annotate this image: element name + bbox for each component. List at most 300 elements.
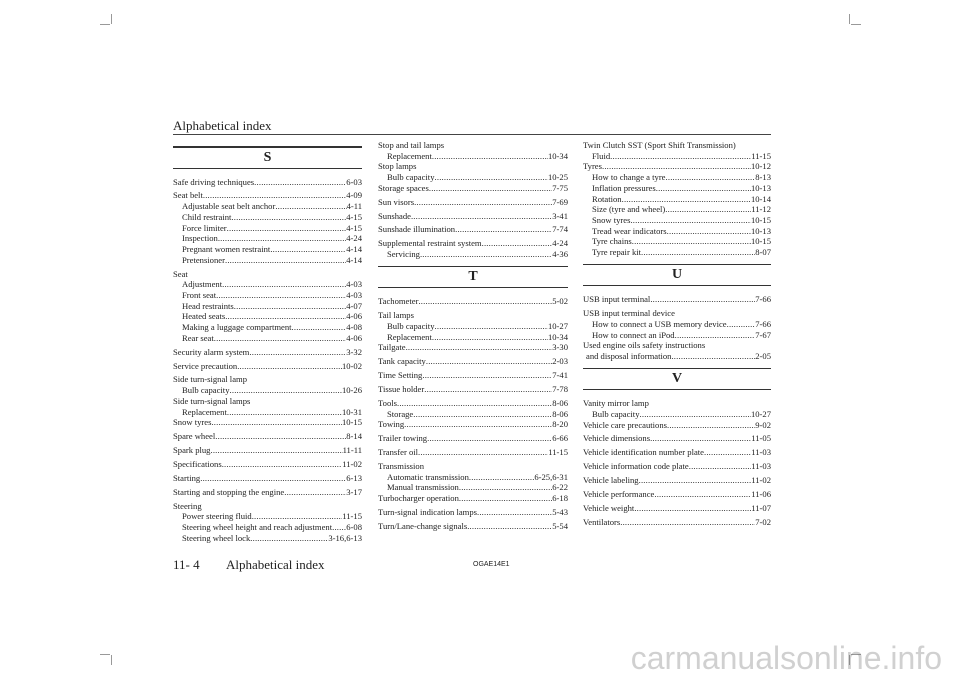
entry-page: 11-12: [751, 204, 771, 215]
dot-leader: [467, 521, 552, 532]
index-entry: [583, 447, 771, 458]
entry-page: 11-07: [751, 502, 771, 513]
entry-page: 6-22: [552, 482, 568, 493]
dot-leader: [469, 472, 534, 483]
index-subentry: [583, 247, 771, 258]
entry-text: Vehicle weight: [583, 502, 635, 513]
entry-text: How to connect a USB memory device: [592, 318, 727, 329]
index-subentry: [378, 172, 568, 183]
entry-page: 7-78: [552, 383, 568, 394]
entry-text: Bulb capacity: [592, 408, 640, 419]
index-subentry: [378, 332, 568, 343]
dot-leader: [225, 311, 346, 322]
index-entry: [173, 417, 362, 428]
dot-leader: [482, 238, 553, 249]
entry-page: 11-15: [342, 511, 362, 522]
entry-page: 11-02: [342, 458, 362, 469]
entry-page: 8-13: [755, 172, 771, 183]
index-subentry: [173, 301, 362, 312]
entry-page: 4-24: [346, 233, 362, 244]
entry-text: Turn-signal indication lamps: [378, 506, 477, 517]
index-subentry: [173, 279, 362, 290]
entry-text: Tank capacity: [378, 356, 426, 367]
index-subentry: [173, 201, 362, 212]
dot-leader: [200, 473, 346, 484]
entry-text: Tissue holder: [378, 383, 425, 394]
entry-page: 4-07: [346, 300, 362, 311]
entry-page: 3-32: [346, 346, 362, 357]
entry-page: 6-25,6-31: [534, 471, 568, 482]
entry-text: Service precaution: [173, 360, 238, 371]
index-entry: [173, 177, 362, 188]
entry-page: 3-41: [552, 210, 568, 221]
index-entry: Tail lamps: [378, 310, 414, 321]
index-entry: [378, 183, 568, 194]
index-subentry: [173, 407, 362, 418]
dot-leader: [639, 475, 752, 486]
dot-leader: [650, 294, 755, 305]
dot-leader: [210, 445, 342, 456]
entry-text: How to connect an iPod: [592, 329, 675, 340]
crop-mark: [111, 655, 112, 665]
entry-text: Tyre repair kit: [592, 247, 642, 258]
entry-page: 4-24: [552, 238, 568, 249]
entry-page: 11-03: [751, 447, 771, 458]
index-subentry: [173, 522, 362, 533]
footer-title: Alphabetical index: [226, 557, 325, 572]
index-entry: [378, 384, 568, 395]
dot-leader: [275, 201, 346, 212]
entry-page: 9-02: [755, 419, 771, 430]
dot-leader: [656, 183, 751, 194]
entry-text: Steering wheel lock: [182, 532, 251, 543]
entry-text: Rear seat: [182, 332, 214, 343]
index-entry: [378, 398, 568, 409]
entry-page: 4-11: [346, 201, 362, 212]
entry-text: Ventilators: [583, 516, 621, 527]
dot-leader: [665, 204, 751, 215]
entry-text: and disposal information: [586, 350, 672, 361]
entry-page: 10-15: [750, 214, 771, 225]
index-entry: [378, 433, 568, 444]
dot-leader: [414, 197, 552, 208]
entry-page: 7-75: [552, 182, 568, 193]
index-entry: [378, 521, 568, 532]
entry-page: 8-06: [552, 397, 568, 408]
entry-page: 4-15: [346, 222, 362, 233]
index-subentry: [583, 226, 771, 237]
index-subentry: [173, 385, 362, 396]
index-subentry: [583, 319, 771, 330]
index-entry: [583, 420, 771, 431]
entry-text: Vehicle information code plate: [583, 461, 689, 472]
entry-text: Pretensioner: [182, 254, 225, 265]
section-letter-heading: [583, 368, 771, 391]
entry-page: 4-06: [346, 311, 362, 322]
index-entry: [583, 489, 771, 500]
entry-text: Automatic transmission: [387, 471, 469, 482]
index-subentry: [173, 333, 362, 344]
entry-page: 10-12: [750, 161, 771, 172]
dot-leader: [634, 503, 751, 514]
entry-text: How to change a tyre: [592, 172, 666, 183]
index-entry: [378, 370, 568, 381]
entry-page: 4-14: [346, 254, 362, 265]
entry-text: Transfer oil: [378, 447, 419, 458]
index-entry: [378, 356, 568, 367]
entry-text: Bulb capacity: [387, 172, 435, 183]
entry-text: Storage: [387, 408, 414, 419]
index-entry: [378, 493, 568, 504]
dot-leader: [459, 482, 552, 493]
dot-leader: [727, 319, 756, 330]
entry-text: Sun visors: [378, 196, 415, 207]
index-entry: Stop lamps: [378, 161, 417, 172]
index-entry: Steering: [173, 500, 202, 511]
entry-text: Vehicle performance: [583, 489, 655, 499]
crop-mark: [849, 14, 850, 24]
entry-page: 7-66: [755, 318, 771, 329]
entry-page: 10-14: [750, 193, 771, 204]
index-entry: [583, 433, 771, 444]
index-entry: [378, 238, 568, 249]
entry-page: 7-66: [755, 294, 771, 305]
entry-text: Head restraints: [182, 300, 234, 311]
entry-text: Vehicle labeling: [583, 475, 639, 486]
section-letter-heading: [173, 146, 362, 169]
index-entry: [173, 459, 362, 470]
entry-page: 11-11: [342, 444, 362, 455]
index-subentry: [378, 409, 568, 420]
entry-text: Pregnant women restraint: [182, 243, 271, 254]
dot-leader: [292, 322, 347, 333]
entry-page: 3-17: [346, 486, 362, 497]
entry-text: Bulb capacity: [387, 320, 435, 331]
section-letter: U: [671, 267, 683, 283]
index-entry: Side turn-signal lamp: [173, 374, 247, 385]
index-subentry: [173, 233, 362, 244]
entry-text: Replacement: [387, 331, 432, 342]
index-entry: [583, 503, 771, 514]
entry-text: Adjustable seat belt anchor: [182, 201, 276, 212]
entry-text: Sunshade illumination: [378, 224, 456, 235]
entry-text: Manual transmission: [387, 482, 459, 493]
entry-text: Inflation pressures: [592, 182, 656, 193]
dot-leader: [435, 321, 548, 332]
entry-page: 6-18: [552, 493, 568, 504]
entry-page: 10-31: [341, 406, 362, 417]
crop-mark: [111, 14, 112, 24]
entry-page: 3-16,6-13: [328, 532, 362, 543]
index-entry: Stop and tail lamps: [378, 140, 445, 150]
entry-text: Rotation: [592, 193, 622, 204]
entry-page: 5-43: [552, 506, 568, 517]
entry-page: 10-13: [750, 182, 771, 193]
index-entry: [583, 475, 771, 486]
entry-page: 10-27: [547, 320, 568, 331]
entry-text: Servicing: [387, 249, 420, 260]
entry-page: 11-06: [751, 489, 771, 499]
entry-page: 8-20: [552, 419, 568, 430]
index-entry: Used engine oils safety instructions: [583, 340, 706, 351]
index-entry: Seat: [173, 268, 188, 279]
index-subentry: [378, 249, 568, 260]
dot-leader: [215, 431, 346, 442]
entry-text: Tachometer: [378, 296, 419, 307]
dot-leader: [435, 172, 548, 183]
index-entry: Side turn-signal lamps: [173, 395, 251, 406]
dot-leader: [214, 333, 347, 344]
dot-leader: [227, 407, 342, 418]
dot-leader: [622, 194, 751, 205]
index-entry: [378, 197, 568, 208]
entry-page: 6-66: [552, 433, 568, 444]
dot-leader: [640, 409, 751, 420]
dot-leader: [641, 247, 755, 258]
entry-text: Tools: [378, 397, 397, 408]
page-header-title: Alphabetical index: [173, 118, 272, 133]
entry-page: 10-02: [341, 360, 362, 371]
entry-page: 6-08: [346, 521, 362, 532]
entry-text: Vehicle dimensions: [583, 433, 651, 444]
entry-text: Storage spaces: [378, 182, 429, 193]
crop-mark: [100, 24, 110, 25]
section-letter: T: [468, 269, 478, 285]
dot-leader: [420, 249, 552, 260]
entry-text: Spare wheel: [173, 431, 216, 442]
entry-text: Specifications: [173, 458, 222, 469]
entry-page: 10-13: [750, 225, 771, 236]
entry-page: 5-02: [552, 296, 568, 307]
index-subentry: [378, 472, 568, 483]
watermark: carmanualsonline.info: [630, 640, 942, 676]
index-subentry: [378, 482, 568, 493]
dot-leader: [477, 507, 552, 518]
index-entry: [173, 487, 362, 498]
index-entry: [173, 361, 362, 372]
dot-leader: [667, 420, 755, 431]
entry-text: Turn/Lane-change signals: [378, 520, 468, 531]
index-subentry: [583, 236, 771, 247]
index-subentry: [378, 151, 568, 162]
crop-mark: [100, 654, 110, 655]
section-letter: S: [263, 149, 272, 165]
entry-text: Seat belt: [173, 190, 203, 201]
letter-rule-bottom: [173, 168, 362, 169]
index-entry: [378, 507, 568, 518]
index-entry: [173, 190, 362, 201]
index-entry: [173, 473, 362, 484]
entry-text: Front seat: [182, 289, 217, 300]
index-subentry: [583, 172, 771, 183]
index-subentry: [583, 409, 771, 420]
footer-doc-code: OGAE14E1: [473, 561, 510, 568]
entry-page: 6-13: [346, 472, 362, 483]
dot-leader: [227, 223, 347, 234]
dot-leader: [432, 151, 548, 162]
entry-text: Inspection: [182, 233, 218, 244]
entry-text: USB input terminal: [583, 294, 651, 305]
entry-text: Snow tyres: [592, 214, 631, 225]
index-entry: Twin Clutch SST (Sport Shift Transmission): [583, 140, 736, 150]
dot-leader: [620, 517, 755, 528]
entry-text: Power steering fluid: [182, 511, 252, 522]
dot-leader: [429, 183, 552, 194]
dot-leader: [424, 384, 552, 395]
entry-text: Size (tyre and wheel): [592, 204, 666, 215]
index-entry: [583, 517, 771, 528]
entry-text: Turbocharger operation: [378, 493, 459, 504]
index-column-1: [173, 140, 362, 543]
entry-text: Security alarm system: [173, 346, 250, 357]
entry-page: 10-34: [547, 331, 568, 342]
index-subentry: [583, 183, 771, 194]
index-subentry: [173, 244, 362, 255]
dot-leader: [675, 330, 756, 341]
dot-leader: [222, 459, 343, 470]
entry-text: Making a luggage compartment: [182, 322, 292, 333]
index-entry: Vanity mirror lamp: [583, 398, 649, 409]
index-entry: [378, 447, 568, 458]
dot-leader: [650, 433, 751, 444]
entry-page: 7-74: [552, 224, 568, 235]
entry-page: 4-14: [346, 243, 362, 254]
index-subentry: [173, 533, 362, 544]
entry-text: Replacement: [182, 406, 227, 417]
entry-page: 3-30: [552, 342, 568, 353]
entry-text: Spark plug: [173, 444, 211, 455]
dot-leader: [218, 233, 346, 244]
index-entry: [378, 211, 568, 222]
dot-leader: [216, 290, 346, 301]
dot-leader: [602, 161, 751, 172]
entry-text: Force limiter: [182, 222, 227, 233]
entry-text: Bulb capacity: [182, 385, 230, 396]
dot-leader: [234, 301, 346, 312]
header-rule: [173, 134, 771, 135]
index-entry: [583, 294, 771, 305]
index-entry: [173, 431, 362, 442]
dot-leader: [630, 215, 751, 226]
dot-leader: [231, 212, 346, 223]
entry-page: 11-02: [751, 475, 771, 486]
index-subentry: [583, 194, 771, 205]
dot-leader: [270, 244, 346, 255]
entry-page: 4-03: [346, 289, 362, 300]
entry-text: Starting: [173, 472, 201, 483]
entry-page: 6-03: [346, 176, 362, 187]
dot-leader: [404, 419, 552, 430]
dot-leader: [413, 409, 552, 420]
entry-page: 7-41: [552, 370, 568, 381]
entry-text: Fluid: [592, 150, 611, 161]
entry-page: 4-15: [346, 211, 362, 222]
index-entry: [583, 161, 771, 172]
dot-leader: [418, 296, 552, 307]
section-letter: V: [671, 371, 683, 387]
dot-leader: [203, 190, 346, 201]
index-column-2: [378, 140, 568, 532]
index-subentry: [173, 255, 362, 266]
entry-page: 10-15: [750, 236, 771, 247]
entry-page: 4-09: [346, 190, 362, 201]
entry-text: Safe driving techniques: [173, 176, 255, 187]
dot-leader: [426, 356, 552, 367]
entry-page: 4-03: [346, 279, 362, 290]
entry-text: Supplemental restraint system: [378, 238, 482, 249]
entry-text: Vehicle care precautions: [583, 419, 667, 430]
entry-page: 2-03: [552, 356, 568, 367]
dot-leader: [406, 342, 553, 353]
index-subentry: [173, 322, 362, 333]
entry-page: 4-36: [552, 249, 568, 260]
entry-page: 7-69: [552, 196, 568, 207]
entry-page: 10-34: [547, 150, 568, 161]
entry-text: Towing: [378, 419, 405, 430]
index-subentry: [583, 151, 771, 162]
dot-leader: [250, 533, 328, 544]
entry-text: Tread wear indicators: [592, 225, 667, 236]
index-subentry: [583, 330, 771, 341]
dot-leader: [254, 177, 346, 188]
entry-text: Sunshade: [378, 210, 411, 221]
crop-mark: [851, 24, 861, 25]
index-entry: [378, 419, 568, 430]
section-letter-heading: [378, 266, 568, 289]
index-entry: [378, 342, 568, 353]
index-subentry: [173, 511, 362, 522]
index-entry: [378, 296, 568, 307]
entry-text: Time Setting: [378, 370, 423, 381]
entry-text: Adjustment: [182, 279, 223, 290]
footer-page-number: 11- 4: [173, 557, 200, 572]
entry-page: 7-67: [755, 329, 771, 340]
index-entry: [378, 224, 568, 235]
dot-leader: [610, 151, 751, 162]
entry-page: 11-15: [548, 447, 568, 458]
index-entry: [583, 351, 771, 362]
entry-text: Snow tyres: [173, 417, 212, 428]
dot-leader: [455, 224, 552, 235]
entry-text: Child restraint: [182, 211, 232, 222]
entry-page: 11-03: [751, 461, 771, 472]
dot-leader: [332, 522, 346, 533]
entry-page: 8-06: [552, 408, 568, 419]
letter-rule-bottom: [583, 285, 771, 286]
index-subentry: [583, 204, 771, 215]
dot-leader: [252, 511, 343, 522]
index-subentry: [583, 215, 771, 226]
entry-text: Replacement: [387, 150, 432, 161]
dot-leader: [397, 398, 552, 409]
letter-rule-bottom: [583, 389, 771, 390]
dot-leader: [284, 487, 346, 498]
dot-leader: [654, 489, 751, 500]
index-subentry: [173, 223, 362, 234]
entry-page: 5-54: [552, 520, 568, 531]
index-entry: [173, 347, 362, 358]
dot-leader: [418, 447, 548, 458]
entry-page: 8-14: [346, 431, 362, 442]
dot-leader: [249, 347, 346, 358]
index-subentry: [378, 321, 568, 332]
section-letter-heading: [583, 264, 771, 287]
dot-leader: [225, 255, 346, 266]
index-entry: Transmission: [378, 460, 425, 471]
entry-page: 7-02: [755, 516, 771, 527]
entry-page: 10-26: [341, 385, 362, 396]
entry-text: Tyres: [583, 161, 602, 172]
